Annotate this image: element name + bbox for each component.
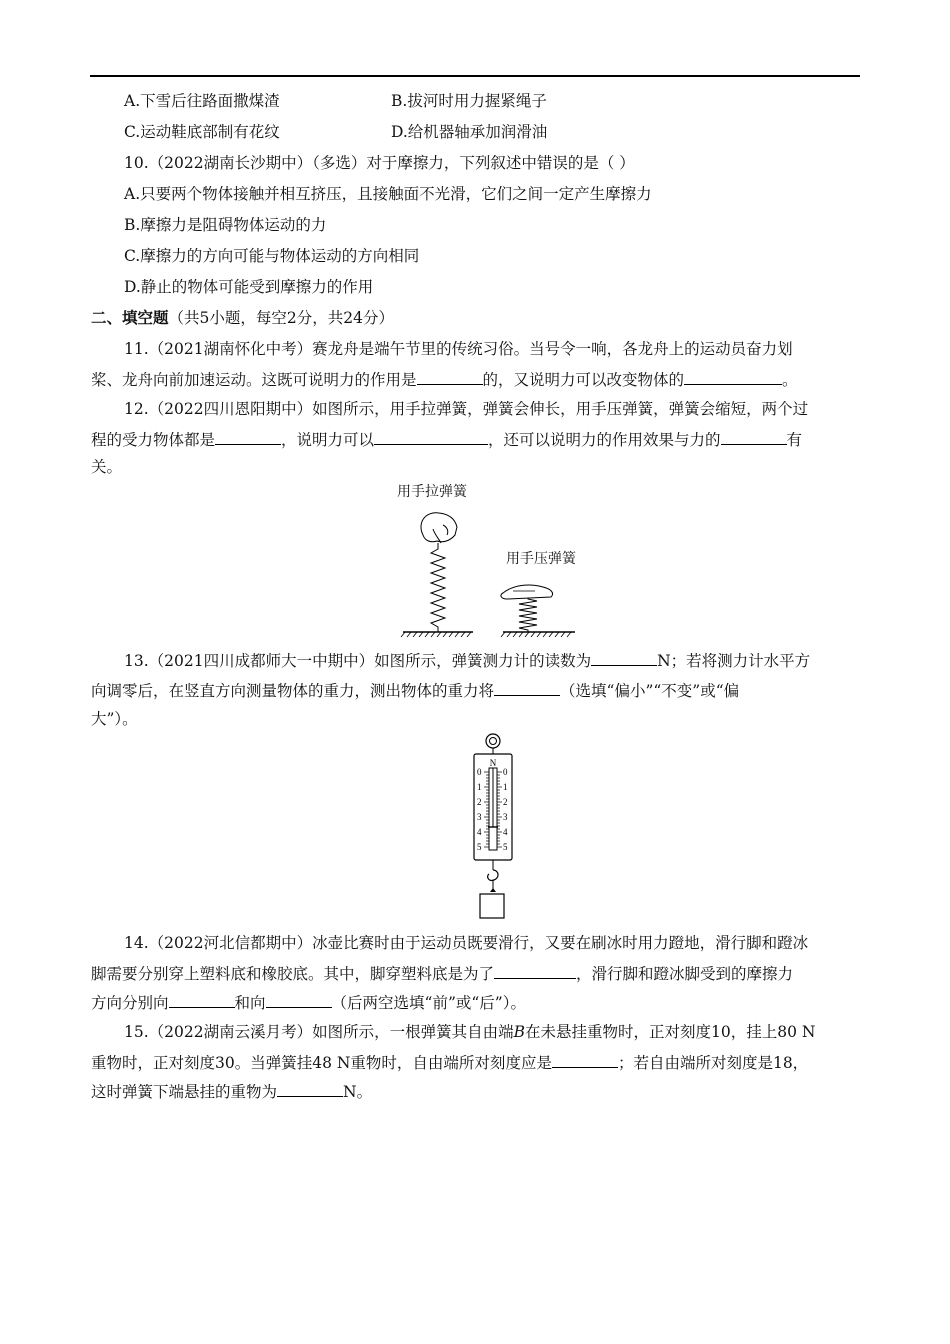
fig-label-push: 用手压弹簧	[506, 551, 576, 567]
q15-blank-1[interactable]	[552, 1051, 618, 1068]
scale-right-4: 4	[503, 827, 508, 837]
q14-line1: 14.（2022河北信都期中）冰壶比赛时由于运动员既要滑行，又要在刷冰时用力蹬地，滑行脚和蹬冰	[124, 934, 809, 952]
q9-option-a: A.下雪后往路面撒煤渣	[124, 92, 280, 110]
q13-blank-1[interactable]	[591, 649, 657, 666]
q12-text-b: ，说明力可以	[281, 431, 375, 449]
q11-text-b: 的，又说明力可以改变物体的	[482, 371, 685, 389]
q12-text-d: 有	[786, 431, 803, 449]
spring-scale-figure	[468, 732, 518, 922]
q13-line2	[91, 679, 739, 702]
q11-blank-1[interactable]	[417, 368, 483, 385]
q15-blank-2[interactable]	[277, 1080, 343, 1097]
q13-line3: 大”）。	[91, 710, 138, 728]
scale-left-1: 1	[477, 782, 482, 792]
scale-unit-label: N	[489, 758, 497, 768]
q9-option-d: D.给机器轴承加润滑油	[391, 123, 548, 141]
q14-text-e: （后两空选填“前”或“后”）。	[331, 994, 526, 1012]
q12-line1: 12.（2022四川恩阳期中）如图所示，用手拉弹簧，弹簧会伸长，用手压弹簧，弹簧会缩短，两个过	[124, 400, 809, 418]
section-heading	[91, 307, 394, 329]
q12-line3: 关。	[91, 458, 123, 476]
q15-text-f: N。	[343, 1083, 373, 1101]
scale-right-1: 1	[503, 782, 508, 792]
q14-text-a: 脚需要分别穿上塑料底和橡胶底。其中，脚穿塑料底是为了	[91, 965, 495, 983]
scale-left-0: 0	[477, 767, 482, 777]
q14-blank-1[interactable]	[494, 962, 576, 979]
q13-text-b: N；若将测力计水平方	[657, 652, 811, 670]
q15-text-a: 15.（2022湖南云溪月考）如图所示，一根弹簧其自由端	[124, 1023, 514, 1041]
q15-point-b: B	[513, 1023, 525, 1041]
q15-text-d: ；若自由端所对刻度是18，	[617, 1054, 809, 1072]
scale-right-3: 3	[503, 812, 508, 822]
q10-option-c: C.摩擦力的方向可能与物体运动的方向相同	[124, 247, 420, 265]
section-note: （共5小题，每空2分，共24分）	[168, 309, 394, 327]
q11-text-c: 。	[782, 371, 798, 389]
q15-line3	[91, 1080, 372, 1103]
q15-text-c: 重物时，正对刻度30。当弹簧挂48 N重物时，自由端所对刻度应是	[91, 1054, 552, 1072]
q13-line1	[124, 649, 810, 672]
q12-text-a: 程的受力物体都是	[91, 431, 216, 449]
q14-text-d: 和向	[234, 994, 266, 1012]
scale-right-0: 0	[503, 767, 508, 777]
q11-line2	[91, 368, 798, 391]
q15-text-e: 这时弹簧下端悬挂的重物为	[91, 1083, 278, 1101]
q13-text-a: 13.（2021四川成都师大一中期中）如图所示，弹簧测力计的读数为	[124, 652, 592, 670]
scale-left-5: 5	[477, 842, 482, 852]
q10-option-a: A.只要两个物体接触并相互挤压，且接触面不光滑，它们之间一定产生摩擦力	[124, 185, 652, 203]
q11-text-a: 桨、龙舟向前加速运动。这既可说明力的作用是	[91, 371, 417, 389]
scale-left-2: 2	[477, 797, 482, 807]
fig-label-pull: 用手拉弹簧	[397, 484, 467, 500]
q14-blank-3[interactable]	[266, 991, 332, 1008]
scale-right-2: 2	[503, 797, 508, 807]
q15-line1	[124, 1021, 815, 1043]
spring-figure	[395, 505, 585, 640]
q11-blank-2[interactable]	[684, 368, 782, 385]
q14-text-c: 方向分别向	[91, 994, 169, 1012]
q10-option-b: B.摩擦力是阻碍物体运动的力	[124, 216, 327, 234]
q14-text-b: ，滑行脚和蹬冰脚受到的摩擦力	[576, 965, 794, 983]
q11-line1: 11.（2021湖南怀化中考）赛龙舟是端午节里的传统习俗。当号令一响，各龙舟上的运动员奋力划	[124, 340, 793, 358]
q13-text-d: （选填“偏小”“不变”或“偏	[560, 682, 740, 700]
q12-line2	[91, 428, 802, 451]
q12-blank-2[interactable]	[374, 428, 488, 445]
header-rule	[90, 75, 860, 77]
q13-blank-2[interactable]	[494, 679, 560, 696]
q14-line2	[91, 962, 793, 985]
q9-option-c: C.运动鞋底部制有花纹	[124, 123, 280, 141]
scale-left-4: 4	[477, 827, 482, 837]
q15-line2	[91, 1051, 808, 1074]
q12-blank-3[interactable]	[721, 428, 787, 445]
q15-text-b: 在未悬挂重物时，正对刻度10，挂上80 N	[525, 1023, 816, 1041]
q12-text-c: ，还可以说明力的作用效果与力的	[488, 431, 721, 449]
q14-blank-2[interactable]	[169, 991, 235, 1008]
q13-text-c: 向调零后，在竖直方向测量物体的重力，测出物体的重力将	[91, 682, 495, 700]
q10-stem: 10.（2022湖南长沙期中）（多选）对于摩擦力，下列叙述中错误的是（ ）	[124, 154, 635, 172]
q10-option-d: D.静止的物体可能受到摩擦力的作用	[124, 278, 374, 296]
scale-right-5: 5	[503, 842, 508, 852]
q12-blank-1[interactable]	[215, 428, 281, 445]
q14-line3	[91, 991, 526, 1014]
section-title: 二、填空题	[91, 308, 169, 327]
q9-option-b: B.拔河时用力握紧绳子	[391, 92, 547, 110]
scale-left-3: 3	[477, 812, 482, 822]
